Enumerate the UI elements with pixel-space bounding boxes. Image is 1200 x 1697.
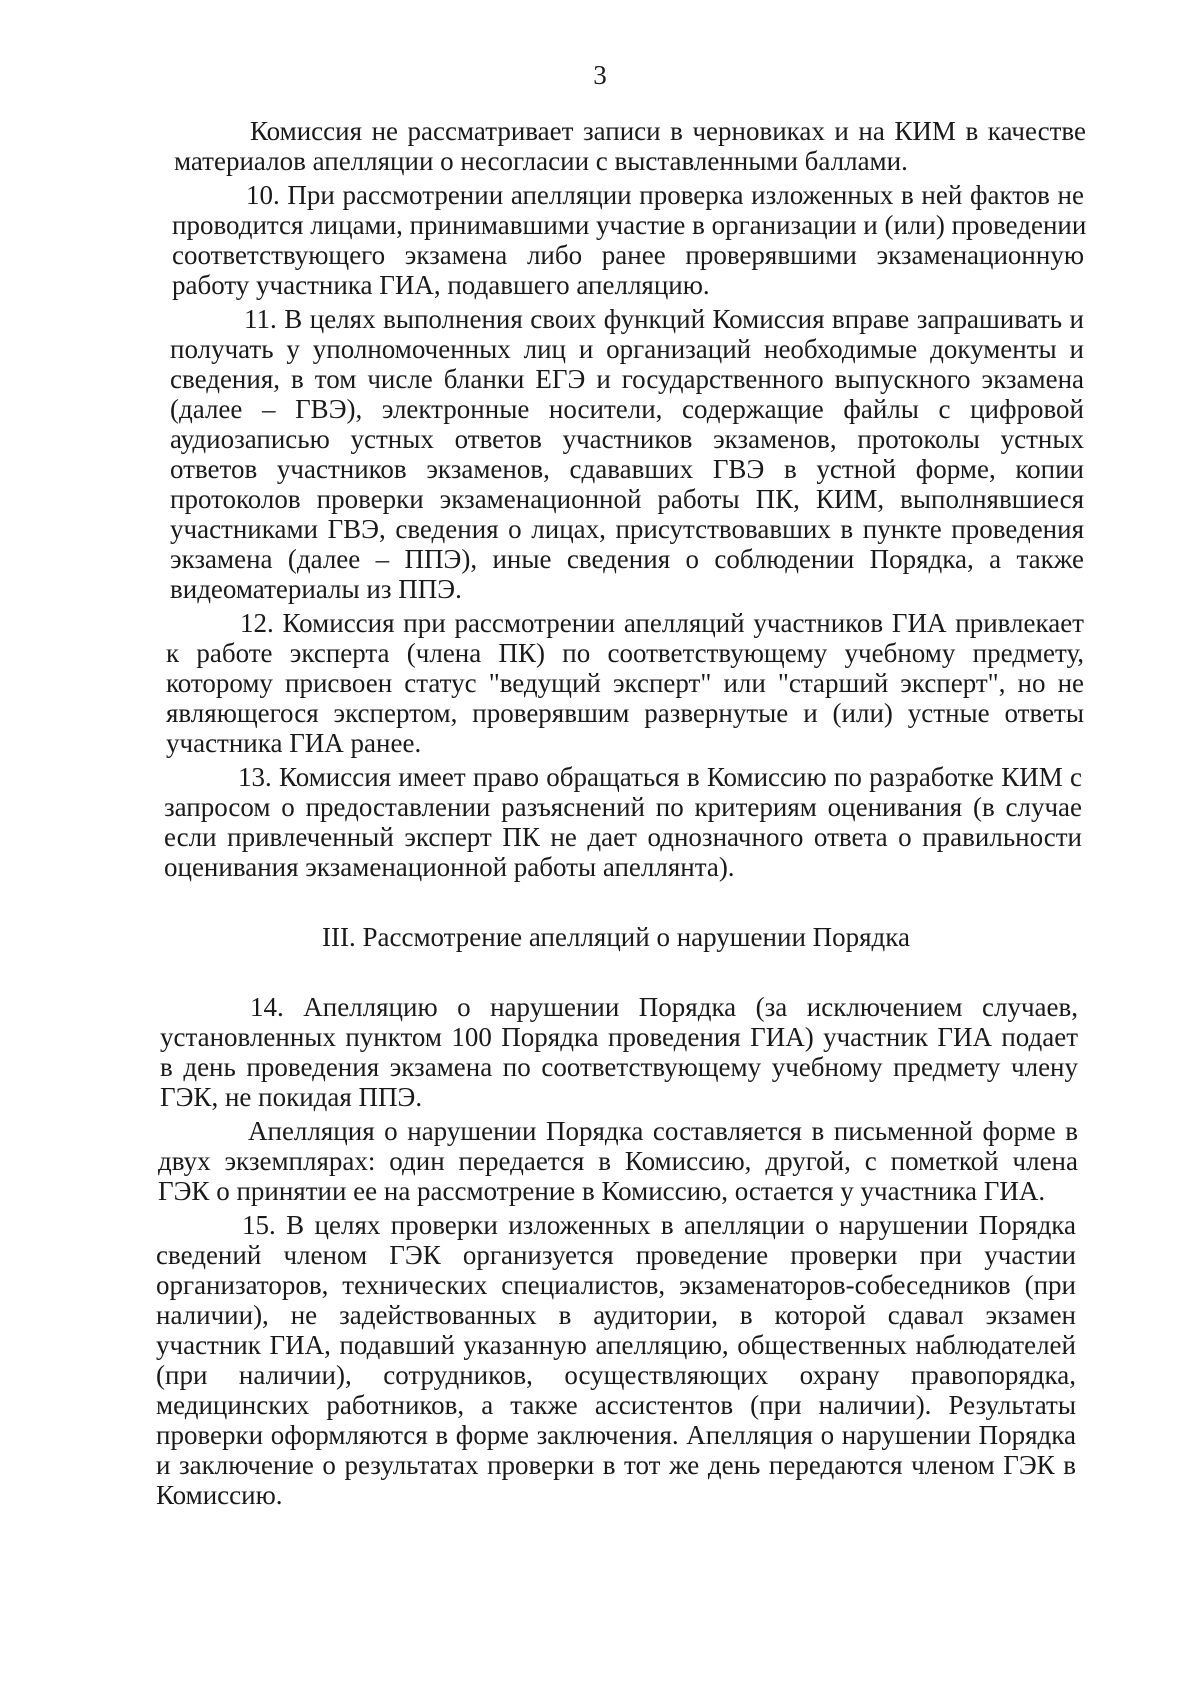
text-line: ответов участников экзаменов, сдававших ГВЭ в устной форме, копии [170,454,1084,484]
text-line: протоколов проверки экзаменационной работы ПК, КИМ, выполнявшиеся [170,484,1084,514]
text-line: 11. В целях выполнения своих функций Комиссия вправе запрашивать и [244,304,1084,334]
text-line: в день проведения экзамена по соответствующему учебному предмету члену [160,1052,1078,1082]
text-line: получать у уполномоченных лиц и организаций необходимые документы и [170,334,1084,364]
text-line: видеоматериалы из ППЭ. [170,574,462,604]
text-line: проверки оформляются в форме заключения. Апелляция о нарушении Порядка [156,1420,1076,1450]
text-line: соответствующего экзамена либо ранее проверявшими экзаменационную [172,240,1084,270]
text-line: (при наличии), сотрудников, осуществляющих охрану правопорядка, [156,1360,1076,1390]
text-line: 13. Комиссия имеет право обращаться в Комиссию по разработке КИМ с [238,762,1082,792]
text-line: проводится лицами, принимавшими участие в организации и (или) проведении [172,210,1087,240]
text-line: оценивания экзаменационной работы апеллянта). [164,852,735,882]
text-line: 10. При рассмотрении апелляции проверка изложенных в ней фактов не [246,180,1084,210]
text-line: 12. Комиссия при рассмотрении апелляций участников ГИА привлекает [240,608,1084,638]
text-line: Апелляция о нарушении Порядка составляется в письменной форме в [248,1116,1078,1146]
text-line: экзамена (далее – ППЭ), иные сведения о соблюдении Порядка, а также [170,544,1084,574]
text-line: если привлеченный эксперт ПК не дает однозначного ответа о правильности [164,822,1082,852]
paragraph-15 [156,1210,1076,1510]
text-line: являющегося экспертом, проверявшим развернутые и (или) устные ответы [166,698,1084,728]
paragraph-continuation [174,116,1086,176]
text-line: двух экземплярах: один передается в Комиссию, другой, с пометкой члена [158,1146,1078,1176]
document-body [0,116,1200,1510]
text-line: медицинских работников, а также ассистентов (при наличии). Результаты [156,1390,1076,1420]
text-line: запросом о предоставлении разъяснений по критериям оценивания (в случае [164,792,1082,822]
text-line: (далее – ГВЭ), электронные носители, содержащие файлы с цифровой [170,394,1084,424]
paragraph-appeal-form [158,1116,1078,1206]
text-line: 14. Апелляцию о нарушении Порядка (за исключением случаев, [250,992,1078,1022]
text-line: ГЭК о принятии ее на рассмотрение в Комиссию, остается у участника ГИА. [158,1176,1046,1206]
paragraph-13 [164,762,1082,882]
text-line: установленных пунктом 100 Порядка проведения ГИА) участник ГИА подает [160,1022,1078,1052]
text-line: аудиозаписью устных ответов участников экзаменов, протоколы устных [170,424,1084,454]
paragraph-11 [170,304,1084,604]
text-line: участника ГИА ранее. [166,728,422,758]
text-line: сведений членом ГЭК организуется проведение проверки при участии [156,1240,1076,1270]
section-heading: III. Рассмотрение апелляций о нарушении Порядка [322,922,910,952]
paragraph-12 [166,608,1084,758]
text-line: сведения, в том числе бланки ЕГЭ и государственного выпускного экзамена [170,364,1084,394]
text-line: ГЭК, не покидая ППЭ. [160,1082,423,1112]
paragraph-14 [160,992,1078,1112]
text-line: 15. В целях проверки изложенных в апелляции о нарушении Порядка [242,1210,1076,1240]
text-line: Комиссию. [156,1480,283,1510]
text-line: и заключение о результатах проверки в тот же день передаются членом ГЭК в [156,1450,1076,1480]
page-number: 3 [593,60,607,90]
text-line: работу участника ГИА, подавшего апелляцию. [172,270,710,300]
text-line: наличии), не задействованных в аудитории, в которой сдавал экзамен [156,1300,1076,1330]
text-line: материалов апелляции о несогласии с выставленными баллами. [174,146,908,176]
text-line: к работе эксперта (члена ПК) по соответствующему учебному предмету, [166,638,1084,668]
text-line: Комиссия не рассматривает записи в черновиках и на КИМ в качестве [250,116,1086,146]
text-line: которому присвоен статус "ведущий эксперт" или "старший эксперт", но не [166,668,1084,698]
text-line: организаторов, технических специалистов, экзаменаторов-собеседников (при [156,1270,1076,1300]
paragraph-10 [172,180,1087,300]
text-line: участниками ГВЭ, сведения о лицах, присутствовавших в пункте проведения [170,514,1084,544]
text-line: участник ГИА, подавший указанную апелляцию, общественных наблюдателей [156,1330,1076,1360]
